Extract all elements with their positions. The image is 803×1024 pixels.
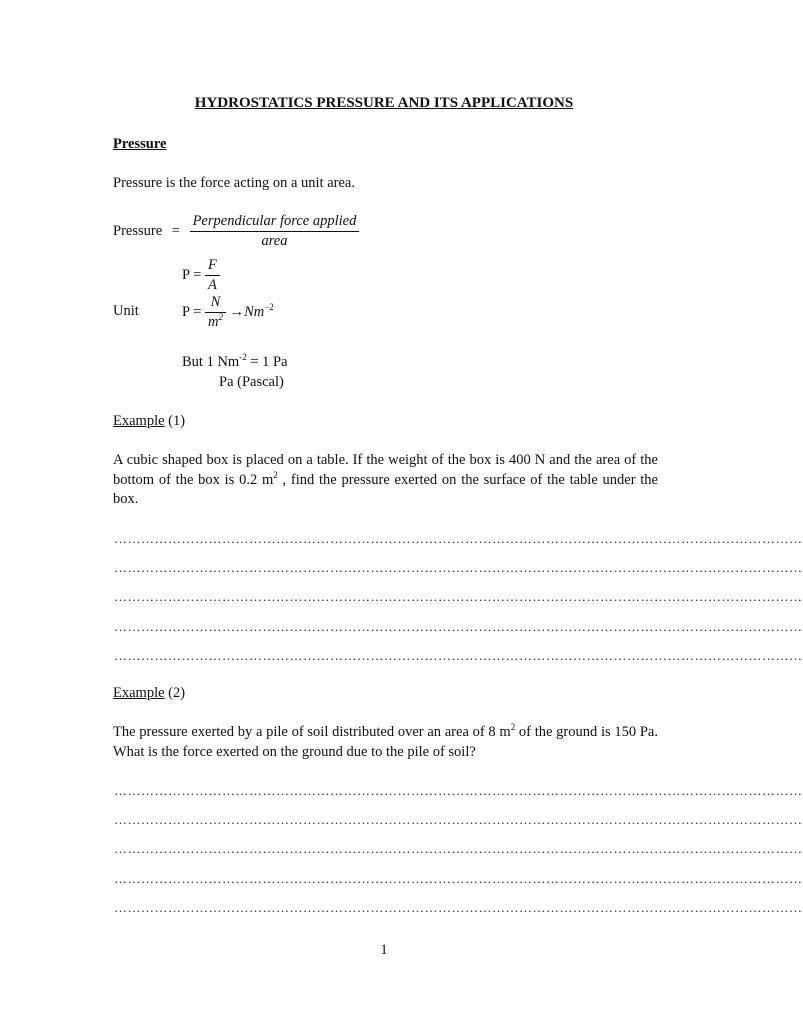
answer-line[interactable]: ……………………………………………………………………………………………………………………………………… [114, 531, 803, 546]
formula3-numerator: N [205, 293, 226, 313]
arrow-icon: → [229, 303, 245, 320]
pascal-note [182, 354, 288, 371]
page-number: 1 [380, 942, 388, 958]
answer-line[interactable]: ……………………………………………………………………………………………………………………………………… [114, 619, 803, 634]
example-1-exponent: 2 [273, 469, 278, 480]
pressure-formula [113, 212, 359, 251]
answer-line[interactable]: ……………………………………………………………………………………………………………………………………… [114, 841, 803, 856]
answer-line[interactable]: ……………………………………………………………………………………………………………………………………… [114, 871, 803, 886]
answer-line[interactable]: ……………………………………………………………………………………………………………………………………… [114, 560, 803, 575]
note-suffix: = 1 Pa [246, 354, 288, 370]
example-1-number: (1) [164, 413, 186, 429]
section-heading: Pressure [113, 136, 167, 152]
formula3-denominator [205, 313, 226, 332]
answer-line[interactable]: ……………………………………………………………………………………………………………………………………… [114, 648, 803, 663]
example-2-text-pre: The pressure exerted by a pile of soil distributed over an area of 8 m [113, 724, 511, 740]
note-exponent: -2 [239, 352, 247, 363]
example-2-number: (2) [164, 685, 186, 701]
formula3-result-exponent: −2 [264, 302, 274, 312]
example-1-text-pre: A cubic shaped box is placed on a table. If the weight of the box is 400 N and the area of the bottom of the box is 0.2 m [113, 452, 658, 488]
answer-line[interactable]: ……………………………………………………………………………………………………………………………………… [114, 589, 803, 604]
formula3-den-exponent: 2 [218, 312, 223, 323]
formula2-numerator: F [205, 256, 220, 276]
example-2-exponent: 2 [510, 722, 516, 733]
formula2-denominator: A [207, 277, 217, 293]
unit-label: Unit [113, 303, 139, 319]
example-1-label: Example [113, 413, 165, 429]
example-1-heading [113, 413, 185, 430]
note-prefix: But 1 Nm [182, 354, 240, 370]
unit-formula [182, 293, 274, 332]
p-equals-f-over-a [182, 256, 220, 295]
pascal-unit-name: Pa (Pascal) [219, 374, 284, 390]
example-2-heading [113, 685, 185, 702]
formula3-den-base: m [207, 314, 219, 330]
formula-equals: = [171, 222, 180, 239]
answer-line[interactable]: ……………………………………………………………………………………………………………………………………… [114, 783, 803, 798]
definition-text: Pressure is the force acting on a unit area. [113, 175, 355, 191]
formula3-fraction [205, 293, 226, 332]
fraction-numerator: Perpendicular force applied [190, 212, 360, 232]
answer-line[interactable]: ……………………………………………………………………………………………………………………………………… [114, 812, 803, 827]
example-2-text-post: of the ground is 150 Pa. What is the force exerted on the ground due to the pile of soil? [113, 724, 658, 760]
example-2-label: Example [113, 685, 165, 701]
example-1-text [113, 451, 658, 510]
formula3-lhs: P = [182, 303, 202, 320]
fraction-denominator: area [261, 233, 288, 249]
answer-line[interactable]: ……………………………………………………………………………………………………………………………………… [114, 900, 803, 915]
formula2-fraction [205, 256, 220, 295]
example-1-text-post: , find the pressure exerted on the surface of the table under the box. [113, 471, 658, 507]
formula2-lhs: P = [182, 266, 202, 283]
page-title: HYDROSTATICS PRESSURE AND ITS APPLICATIONS [194, 95, 574, 111]
example-2-text [113, 723, 658, 762]
formula3-result: Nm [244, 303, 265, 320]
formula-lhs: Pressure [113, 222, 163, 239]
formula-fraction [190, 212, 360, 251]
